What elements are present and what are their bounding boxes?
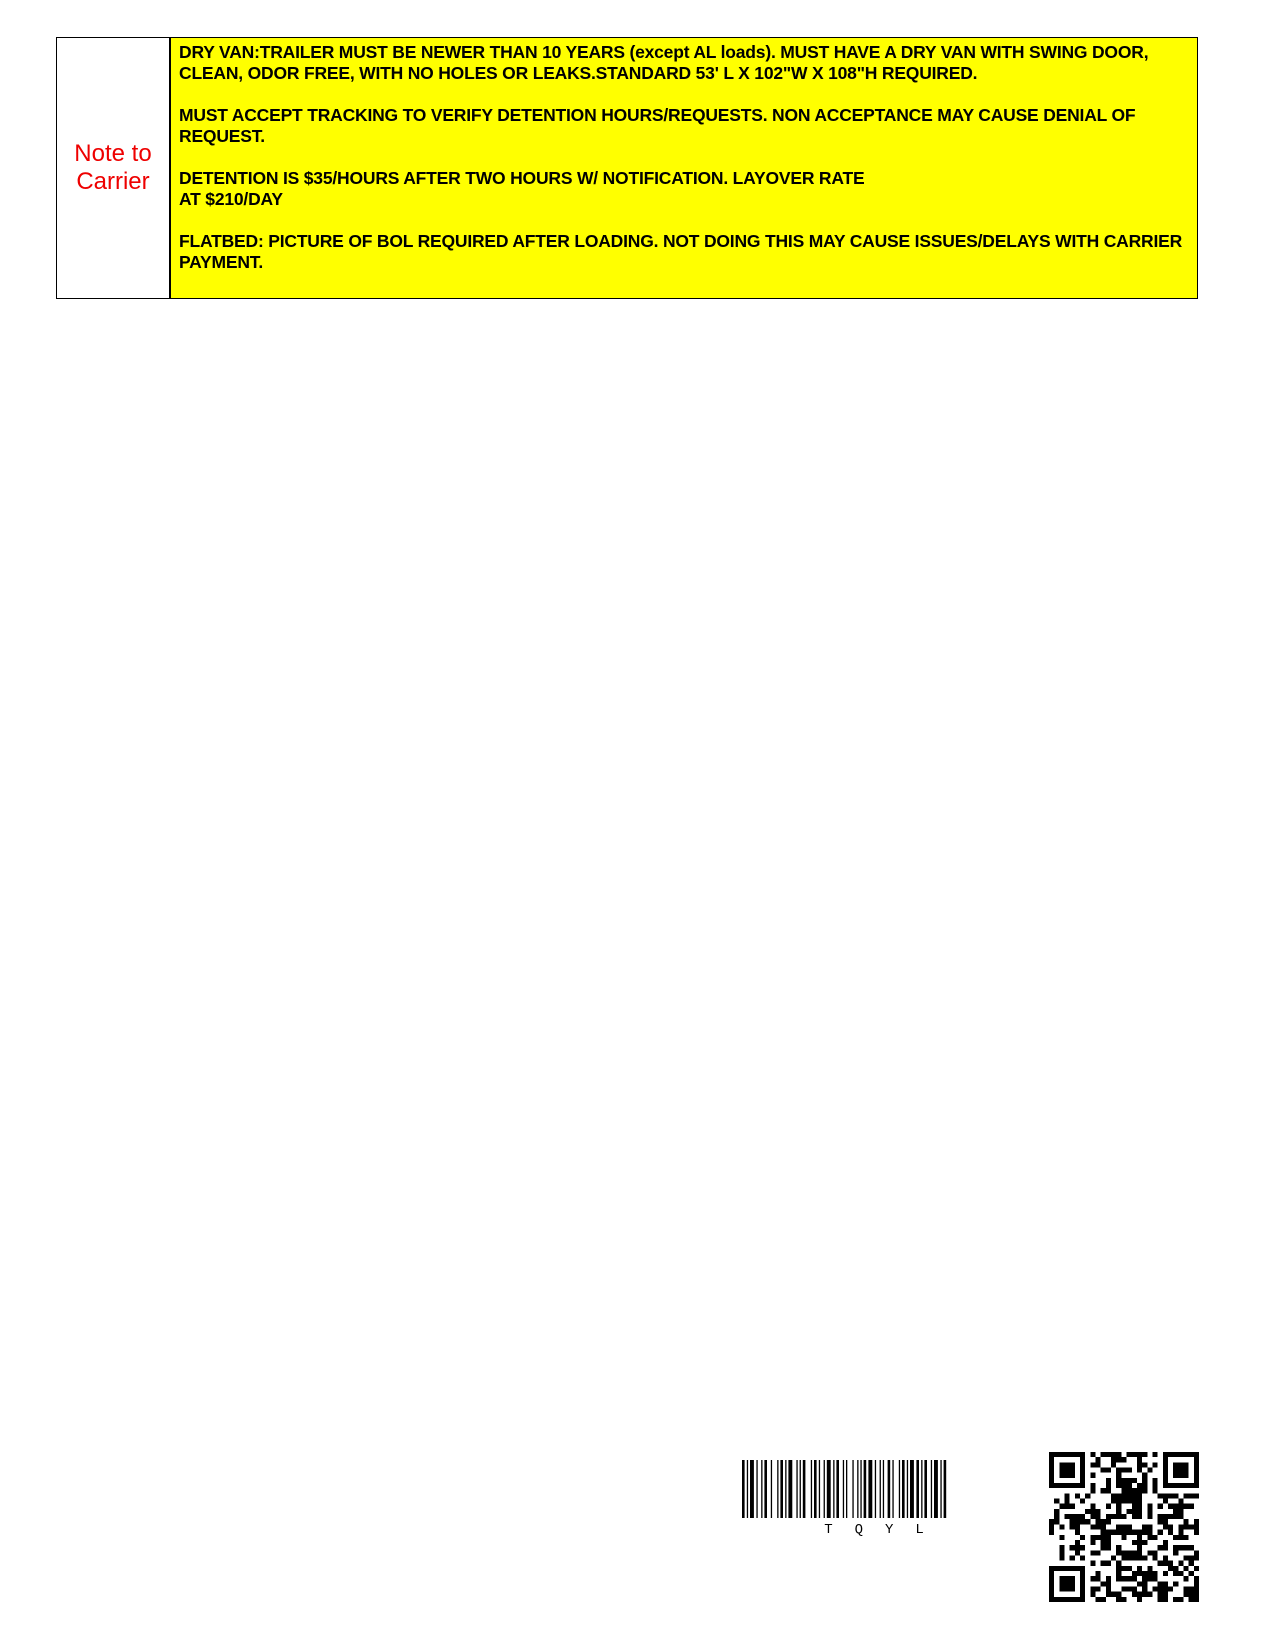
barcode [742, 1460, 1028, 1518]
note-paragraph-flatbed: FLATBED: PICTURE OF BOL REQUIRED AFTER LOADING. NOT DOING THIS MAY CAUSE ISSUES/DELAYS WITH CARRIER PAYMENT. [179, 231, 1183, 272]
note-paragraph-dry-van: DRY VAN:TRAILER MUST BE NEWER THAN 10 YEARS (except AL loads). MUST HAVE A DRY VAN WITH SWING DOOR, CLEAN, ODOR FREE, WITH NO HOLES OR LEAKS.STANDARD 53' L X 102"W X 108"H REQUIRED. [179, 42, 1149, 83]
note-body [171, 38, 1197, 298]
note-to-carrier-box [56, 37, 1198, 299]
note-to-carrier-label [57, 38, 171, 298]
note-paragraph-tracking: MUST ACCEPT TRACKING TO VERIFY DETENTION HOURS/REQUESTS. NON ACCEPTANCE MAY CAUSE DENIAL OF REQUEST. [179, 105, 1136, 146]
qr-code [1049, 1452, 1199, 1602]
barcode-text: TQYL [824, 1522, 946, 1538]
note-paragraph-detention: DETENTION IS $35/HOURS AFTER TWO HOURS W/ NOTIFICATION. LAYOVER RATE AT $210/DAY [179, 168, 865, 209]
note-label-text: Note to Carrier [74, 140, 152, 195]
